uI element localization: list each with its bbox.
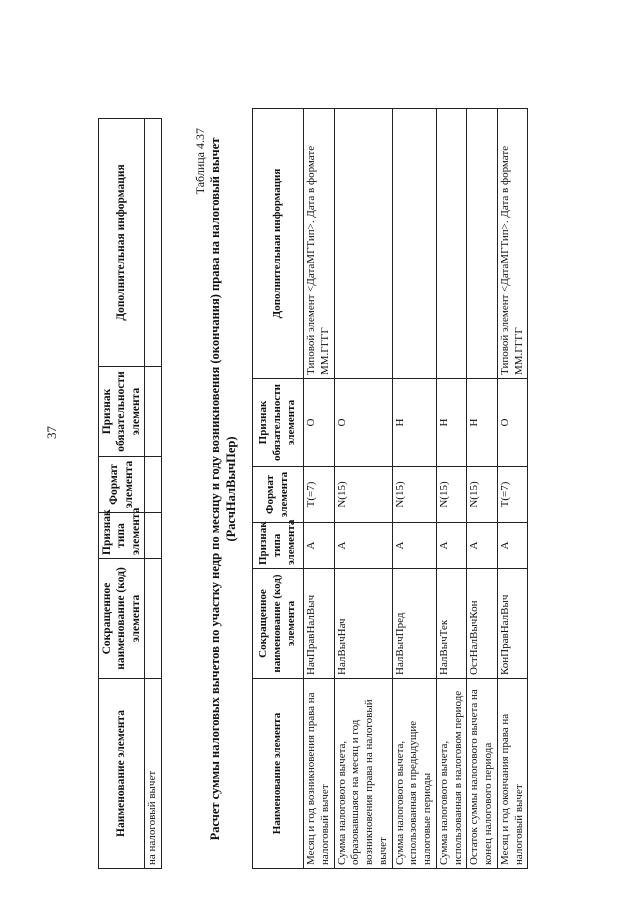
table-cell: О: [334, 379, 392, 467]
table-cell: А: [436, 523, 467, 569]
table-cell: T(=7): [497, 467, 528, 523]
table-cell: НалВычПред: [392, 569, 436, 679]
table-cell: Н: [436, 379, 467, 467]
table-cell: [436, 109, 467, 379]
table-row: [467, 109, 498, 869]
table-cell: А: [467, 523, 498, 569]
table-cell: О: [497, 379, 528, 467]
table-cell: КонПравНалВыч: [497, 569, 528, 679]
table-cell: [145, 457, 162, 513]
table-2-header: Наименование элемента: [253, 679, 304, 869]
table-1-header: Признак типа элемента: [99, 513, 145, 559]
table-cell: N(15): [467, 467, 498, 523]
table-cell: [334, 109, 392, 379]
table-row: [145, 119, 162, 869]
table-2-header: Признак обязательности элемента: [253, 379, 304, 467]
table-cell: [145, 367, 162, 457]
table-2-header: Формат элемента: [253, 467, 304, 523]
table-row: [392, 109, 436, 869]
table-cell: А: [334, 523, 392, 569]
table-1-header: Признак обязательности элемента: [99, 367, 145, 457]
table-cell: НачПравНалВыч: [304, 569, 335, 679]
table-1-header: Наименование элемента: [99, 679, 145, 869]
table-row: [436, 109, 467, 869]
table-2-header: Сокращенное наименование (код) элемента: [253, 569, 304, 679]
table-row: [497, 109, 528, 869]
table-cell: О: [304, 379, 335, 467]
table-cell: Сумма налогового вычета, образовавшаяся на месяц и год возникновения права на налоговый вычет: [334, 679, 392, 869]
table-label: Таблица 4.37: [193, 128, 207, 195]
table-2-header-row: [253, 109, 304, 869]
table-cell: [467, 109, 498, 379]
table-row: [304, 109, 335, 869]
table-1: [98, 118, 162, 869]
table-cell: T(=7): [304, 467, 335, 523]
table-cell: ОстНалВычКон: [467, 569, 498, 679]
table-cell: Н: [467, 379, 498, 467]
table-cell: НалВычНач: [334, 569, 392, 679]
table-cell: Месяц и год окончания права на налоговый вычет: [497, 679, 528, 869]
table-cell: Сумма налогового вычета, использованная в налоговом периоде: [436, 679, 467, 869]
table-cell: [392, 109, 436, 379]
table-cell: А: [304, 523, 335, 569]
page-number: 37: [44, 426, 59, 439]
table-2-header: Признак типа элемента: [253, 523, 304, 569]
table-cell: НалВычТек: [436, 569, 467, 679]
table-2: [252, 108, 528, 869]
table-cell: [145, 559, 162, 679]
table-1-header: Дополнительная информация: [99, 119, 145, 367]
table-cell: Типовой элемент <ДатаМГТип>. Дата в формате ММ.ГГГГ: [304, 109, 335, 379]
table-cell: Сумма налогового вычета, использованная в предыдущие налоговые периоды: [392, 679, 436, 869]
table-cell: А: [497, 523, 528, 569]
table-1-header: Сокращенное наименование (код) элемента: [99, 559, 145, 679]
table-title: Расчет суммы налоговых вычетов по участку недр по месяцу и году возникновения (окончания) права на налоговый вычет (РасчНалВычПер): [208, 137, 238, 841]
table-cell: N(15): [392, 467, 436, 523]
table-cell: Н: [392, 379, 436, 467]
table-cell: Месяц и год возникновения права на налоговый вычет: [304, 679, 335, 869]
table-2-header: Дополнительная информация: [253, 109, 304, 379]
table-1-header: Формат элемента: [99, 457, 145, 513]
table-cell: [145, 119, 162, 367]
table-cell: Типовой элемент <ДатаМГТип>. Дата в формате ММ.ГГГГ: [497, 109, 528, 379]
table-cell: [145, 513, 162, 559]
table-1-header-row: [99, 119, 145, 869]
table-cell: N(15): [436, 467, 467, 523]
table-cell: N(15): [334, 467, 392, 523]
table-cell: Остаток суммы налогового вычета на конец налогового периода: [467, 679, 498, 869]
table-cell: на налоговый вычет: [145, 679, 162, 869]
table-cell: А: [392, 523, 436, 569]
table-row: [334, 109, 392, 869]
